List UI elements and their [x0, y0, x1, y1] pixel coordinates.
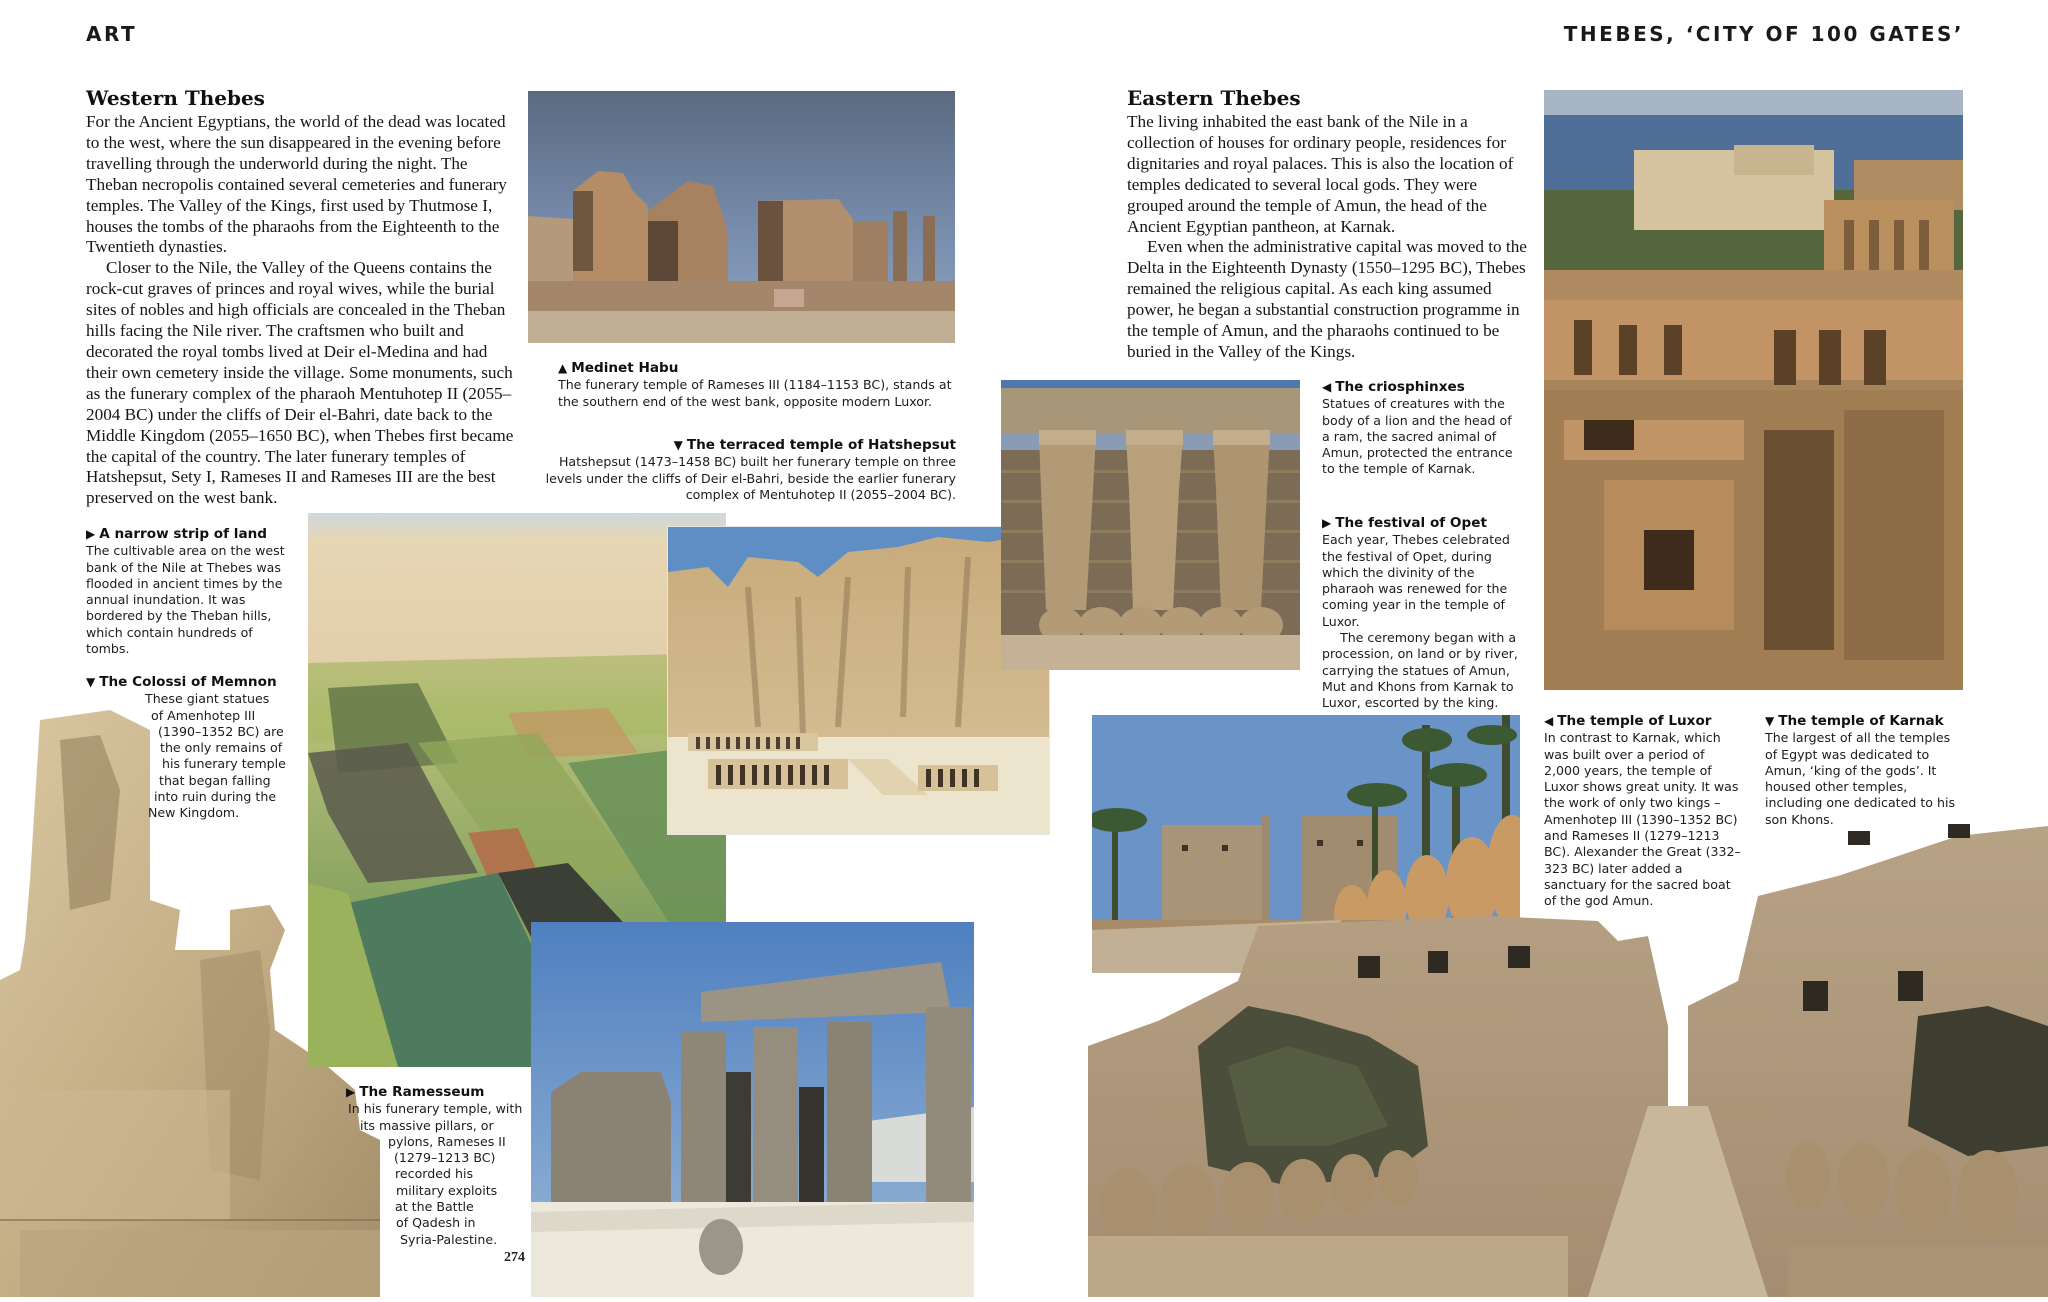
page-number: 274 [504, 1250, 525, 1265]
caption-title [1322, 379, 1522, 395]
caption-text [346, 1101, 526, 1248]
arrow-left-icon: ◀ [1322, 380, 1332, 394]
caption-criosphinxes [1322, 379, 1522, 478]
caption-title-text: The temple of Luxor [1557, 713, 1712, 729]
caption-title [86, 674, 306, 690]
eastern-paragraph-1: The living inhabited the east bank of the Nile in a collection of houses for ordinary people, residences for dignitaries and royal palaces. This is also the location of temples dedicated to several local gods. They were grouped around the temple of Amun, the head of the Ancient Egyptian pantheon, at Karnak. [1127, 112, 1514, 236]
arrow-left-icon: ◀ [1544, 714, 1554, 728]
caption-line: that began falling [159, 772, 271, 788]
arrow-down-icon: ▼ [673, 438, 683, 452]
arrow-right-icon: ▶ [86, 527, 96, 541]
photo-medinet-habu [528, 91, 955, 343]
caption-text: Statues of creatures with the body of a lion and the head of a ram, the sacred animal of Amun, protected the entrance to the temple of Karnak. [1322, 396, 1513, 477]
eastern-paragraph-2: Even when the administrative capital was moved to the Delta in the Eighteenth Dynasty (1550–1295 BC), Thebes remained the religious capital. As each king assumed power, he began a substantial construction programme in the temple of Amun, and the pharaohs continued to be buried in the Valley of the Kings. [1127, 237, 1527, 361]
caption-title-text: Medinet Habu [571, 360, 679, 376]
photo-hatshepsut-temple [667, 526, 1050, 835]
caption-title-text: The Ramesseum [359, 1084, 485, 1100]
caption-line: the only remains of [160, 740, 283, 756]
caption-line: at the Battle [395, 1199, 474, 1215]
arrow-down-icon: ▼ [1765, 714, 1775, 728]
western-thebes-body [86, 112, 516, 509]
caption-text: Each year, Thebes celebrated the festival of Opet, during which the divinity of the pharaoh was renewed for the coming year in the temple of Luxor. [1322, 532, 1510, 629]
photo-ramesseum [531, 922, 974, 1297]
western-thebes-heading: Western Thebes [86, 86, 265, 110]
caption-medinet-habu [558, 360, 958, 410]
caption-title-text: The Colossi of Memnon [99, 674, 277, 690]
caption-line: into ruin during the [154, 789, 277, 805]
western-paragraph-2: Closer to the Nile, the Valley of the Queens contains the rock-cut graves of princes and royal wives, while the burial sites of nobles and high officials are concealed in the Theban hills facing the Nile river. The craftsmen who built and decorated the royal tombs lived at Deir el-Medina and had their own cemetery inside the village. Some monuments, such as the funerary complex of the pharaoh Mentuhotep II (2055–2004 BC) under the cliffs of Deir el-Bahri, date back to the Middle Kingdom (2055–1650 BC), when Thebes first became the capital of the country. The later funerary temples of Hatshepsut, Sety I, Rameses II and Rameses III are the best preserved on the west bank. [86, 258, 514, 508]
caption-text: The funerary temple of Rameses III (1184–1153 BC), stands at the southern end of the west bank, opposite modern Luxor. [558, 377, 952, 409]
caption-line: recorded his [395, 1166, 474, 1182]
photo-karnak-aerial [1544, 90, 1963, 690]
caption-title [86, 526, 296, 542]
caption-line: pylons, Rameses II [388, 1133, 506, 1149]
caption-line: of Amenhotep III [151, 707, 256, 723]
caption-line: of Qadesh in [396, 1215, 476, 1231]
caption-title [346, 1084, 526, 1100]
caption-temple-of-luxor [1544, 713, 1744, 910]
caption-title [558, 360, 958, 376]
caption-line: (1390–1352 BC) are [158, 723, 284, 739]
caption-temple-of-karnak [1765, 713, 1965, 828]
caption-line: Syria-Palestine. [400, 1231, 498, 1247]
caption-title [1322, 515, 1522, 531]
caption-text: In contrast to Karnak, which was built over a period of 2,000 years, the temple of Luxor shows great unity. It was the work of only two kings – Amenhotep III (1390–1352 BC) and Rameses II (1279–1213 BC). Alexander the Great (332–323 BC) later added a sanctuary for the sacred boat of the god Amun. [1544, 730, 1741, 909]
caption-title [1544, 713, 1744, 729]
arrow-down-icon: ▼ [86, 675, 96, 689]
caption-text: The largest of all the temples of Egypt was dedicated to Amun, ‘king of the gods’. It housed other temples, including one dedicated to his son Khons. [1765, 730, 1956, 827]
caption-hatshepsut [540, 437, 956, 503]
arrow-right-icon: ▶ [346, 1085, 356, 1099]
photo-criosphinxes [1001, 380, 1300, 670]
caption-text: Hatshepsut (1473–1458 BC) built her funerary temple on three levels under the cliffs of Deir el-Bahri, beside the earlier funerary complex of Mentuhotep II (2055–2004 BC). [545, 454, 956, 502]
arrow-up-icon: ▲ [558, 361, 568, 375]
caption-text: The ceremony began with a procession, on land or by river, carrying the statues of Amun, Mut and Khons from Karnak to Luxor, escorted by the king. [1322, 630, 1518, 711]
caption-narrow-strip [86, 526, 296, 657]
eastern-thebes-body [1127, 112, 1527, 363]
caption-colossi [86, 674, 306, 822]
caption-line: These giant statues [145, 691, 270, 707]
caption-text: The cultivable area on the west bank of the Nile at Thebes was flooded in ancient times by the annual inundation. It was bordered by the Theban hills, which contain hundreds of tombs. [86, 543, 285, 657]
western-paragraph-1: For the Ancient Egyptians, the world of the dead was located to the west, where the sun disappeared in the evening before travelling through the underworld during the night. The Theban necropolis contained several cemeteries and funerary temples. The Valley of the Kings, first used by Thutmose I, houses the tombs of the pharaohs from the Eighteenth to the Twentieth dynasties. [86, 112, 507, 257]
running-head-right: THEBES, ‘CITY OF 100 GATES’ [1563, 22, 1964, 46]
caption-line: military exploits [396, 1182, 498, 1198]
caption-title-text: The terraced temple of Hatshepsut [686, 437, 956, 453]
caption-title-text: A narrow strip of land [99, 526, 268, 542]
caption-line: New Kingdom. [148, 805, 240, 821]
caption-title-text: The temple of Karnak [1778, 713, 1944, 729]
caption-line: his funerary temple [162, 756, 286, 772]
caption-title [1765, 713, 1965, 729]
caption-festival-of-opet [1322, 515, 1522, 712]
western-thebes-section [86, 86, 516, 509]
running-head-left: ART [86, 22, 138, 46]
caption-ramesseum [346, 1084, 526, 1248]
arrow-right-icon: ▶ [1322, 516, 1332, 530]
caption-title-text: The criosphinxes [1335, 379, 1465, 395]
eastern-thebes-section [1127, 86, 1527, 363]
caption-line: its massive pillars, or [360, 1117, 494, 1133]
caption-title [540, 437, 956, 453]
caption-line: (1279–1213 BC) [394, 1150, 496, 1166]
caption-text [86, 691, 306, 821]
caption-title-text: The festival of Opet [1335, 515, 1487, 531]
eastern-thebes-heading: Eastern Thebes [1127, 86, 1301, 110]
caption-line: In his funerary temple, with [348, 1101, 523, 1117]
